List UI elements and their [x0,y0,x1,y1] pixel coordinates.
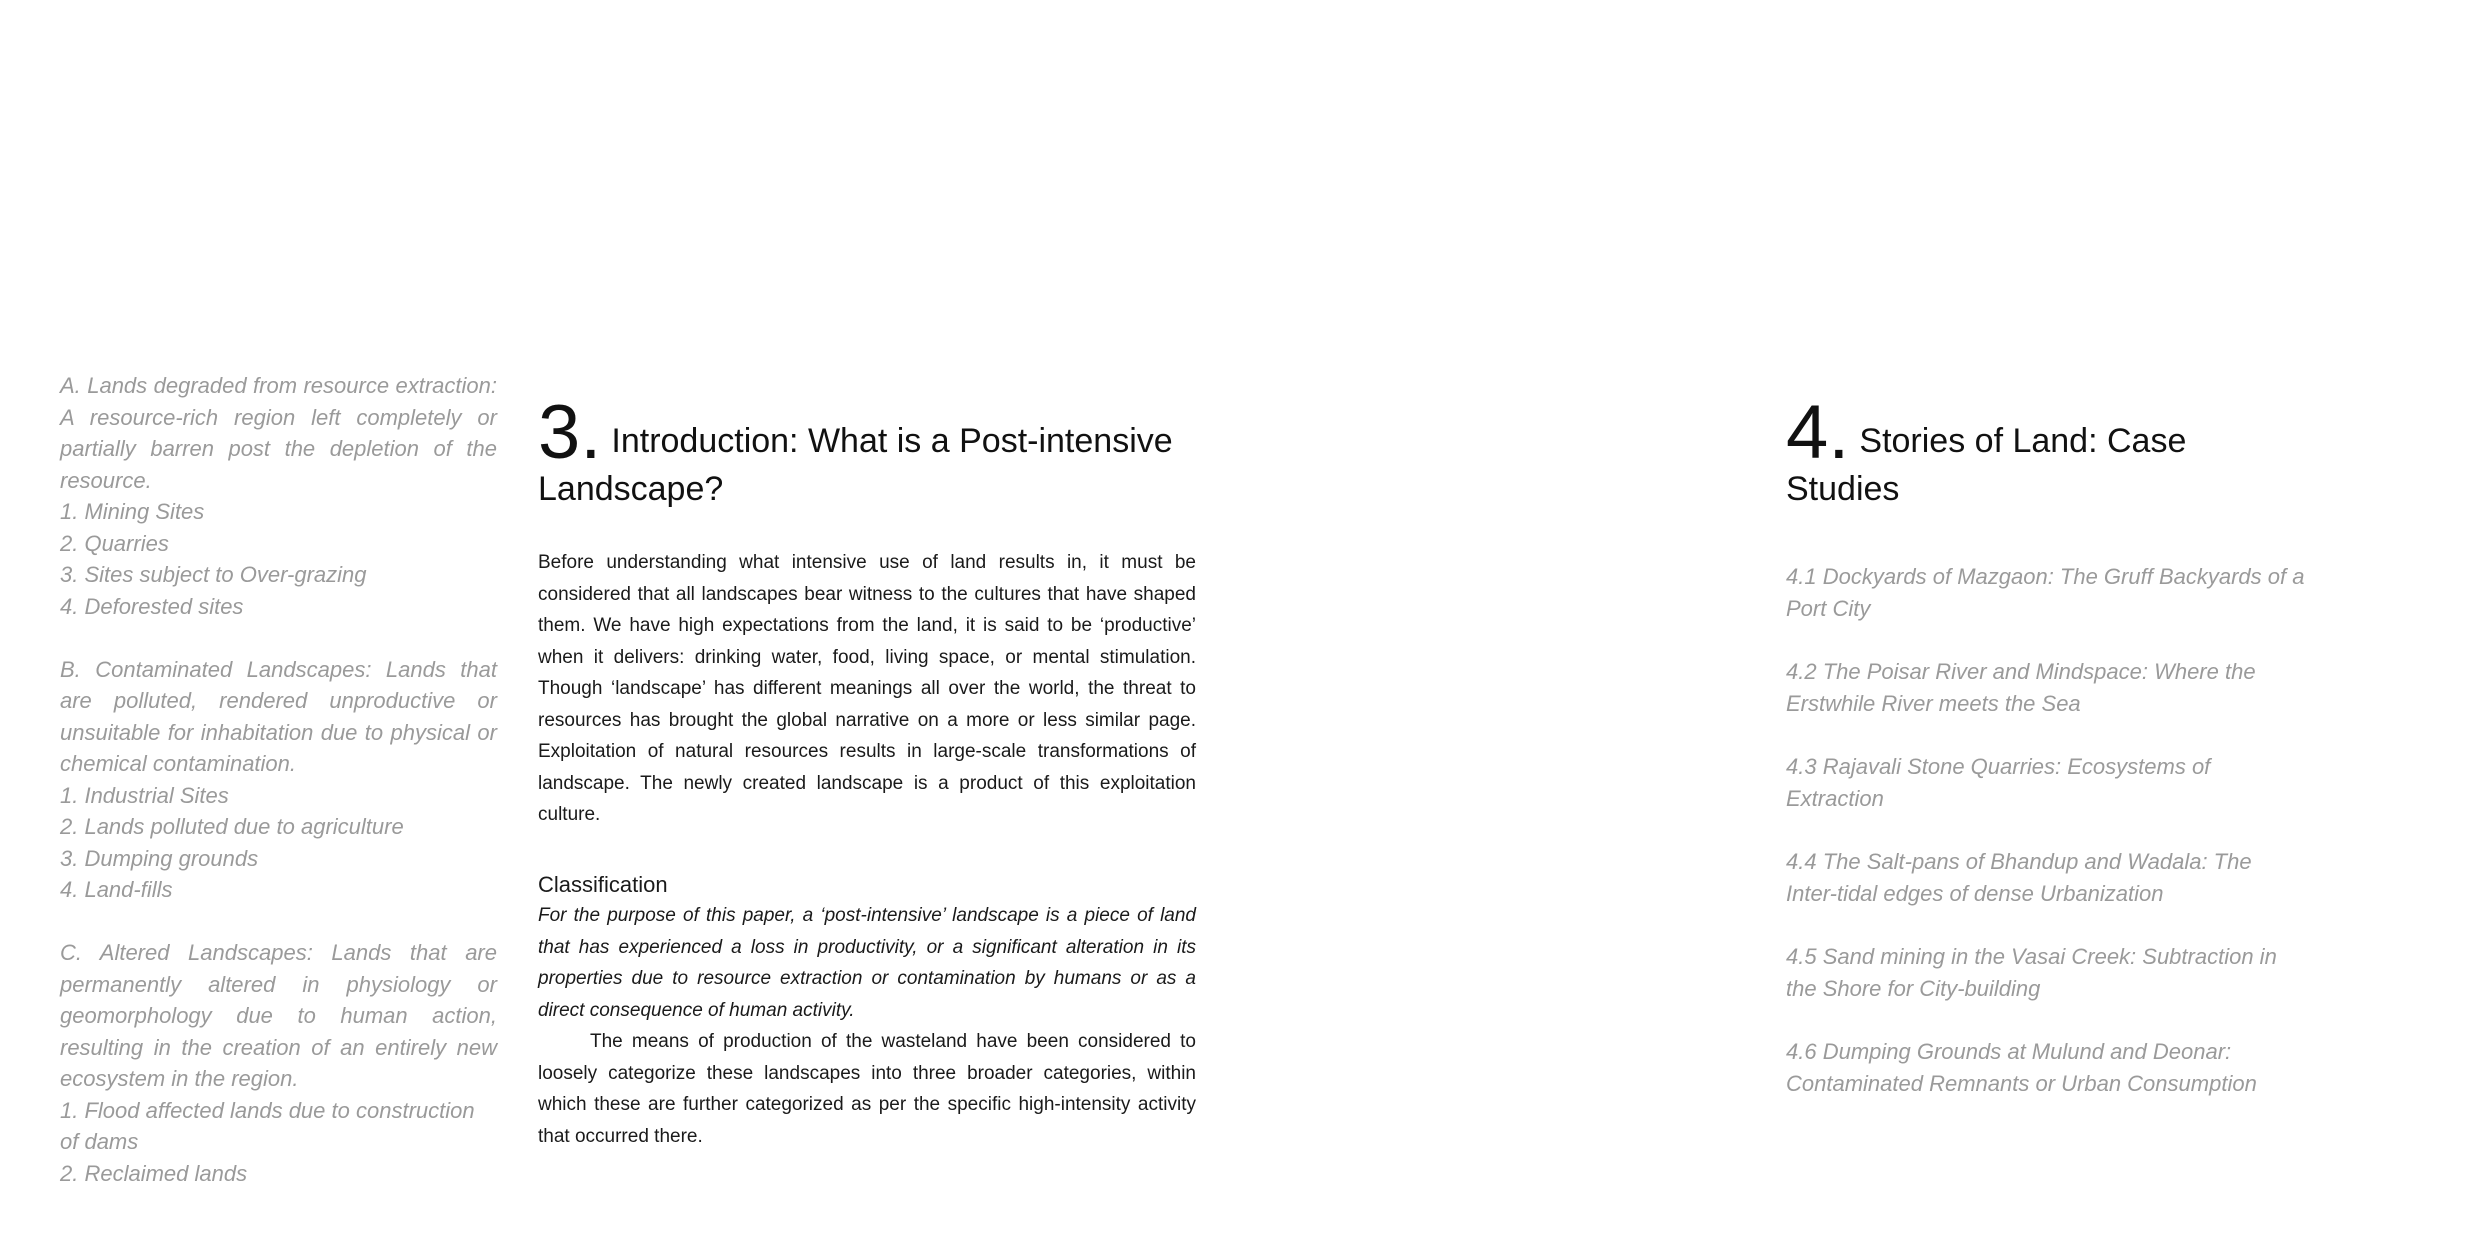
section-3-number: 3. [538,390,602,475]
category-intro: A. Lands degraded from resource extraction: A resource-rich region left completely or partially barren post the depletion of the resource. [60,373,497,493]
category-item: 3. Dumping grounds [60,845,259,871]
section-4-number: 4. [1786,390,1850,475]
case-study-item: 4.5 Sand mining in the Vasai Creek: Subtraction in the Shore for City-building [1786,944,2277,1001]
category-group-a [60,370,497,622]
categories-column [60,370,497,1221]
case-study-item: 4.4 The Salt-pans of Bhandup and Wadala: The Inter-tidal edges of dense Urbanization [1786,849,2252,906]
section-4-heading [1786,390,2306,508]
section-4 [1786,390,2306,1131]
section-4-title: Stories of Land: Case Studies [1786,422,2187,508]
category-item: 3. Sites subject to Over-grazing [60,562,367,587]
category-intro: C. Altered Landscapes: Lands that are permanently altered in physiology or geomorphology due to human action, resulting in the creation of an entirely new ecosystem in the region. [60,940,497,1091]
case-study-item: 4.3 Rajavali Stone Quarries: Ecosystems of Extraction [1786,754,2211,811]
category-item: 2. Lands polluted due to agriculture [60,814,404,839]
section-3-body: Before understanding what intensive use of land results in, it must be considered that all landscapes bear witness to the cultures that have shaped them. We have high expectations from the land, it is said to be ‘productive’ when it delivers: drinking water, food, living space, or mental stimulation. Though ‘landscape’ has different meanings all over the world, the threat to resources has brought the global narrative on a more or less similar page. Exploitation of natural resources results in large-scale transformations of landscape. The newly created landscape is a product of this exploitation culture. [538,552,1196,825]
category-item: 4. Deforested sites [60,593,244,619]
category-group-b [60,654,497,906]
category-item: 1. Flood affected lands due to construction of dams [60,1097,475,1154]
category-item: 4. Land-fills [60,877,173,902]
category-item: 1. Mining Sites [60,499,205,524]
category-item: 2. Reclaimed lands [60,1160,248,1186]
category-item: 1. Industrial Sites [60,782,229,808]
classification-heading: Classification [538,871,668,897]
section-3 [538,390,1196,1152]
category-group-c [60,937,497,1189]
section-3-heading [538,390,1196,508]
category-item: 2. Quarries [60,530,169,556]
classification-definition: For the purpose of this paper, a ‘post-intensive’ landscape is a piece of land that has experienced a loss in productivity, or a significant alteration in its properties due to resource extraction or contamination by humans or as a direct consequence of human activity. [538,905,1196,1021]
section-3-title: Introduction: What is a Post-intensive Landscape? [538,422,1173,508]
case-study-item: 4.2 The Poisar River and Mindspace: Where the Erstwhile River meets the Sea [1786,659,2256,716]
case-study-item: 4.6 Dumping Grounds at Mulund and Deonar: Contaminated Remnants or Urban Consumption [1786,1039,2257,1096]
category-intro: B. Contaminated Landscapes: Lands that are polluted, rendered unproductive or unsuitable for inhabitation due to physical or chemical contamination. [60,656,497,776]
case-study-list [1786,561,2306,1099]
case-study-item: 4.1 Dockyards of Mazgaon: The Gruff Backyards of a Port City [1786,564,2305,621]
classification-body: The means of production of the wasteland have been considered to loosely categorize these landscapes into three broader categories, within which these are further categorized as per the specific high-intensity activity that occurred there. [538,1031,1196,1147]
